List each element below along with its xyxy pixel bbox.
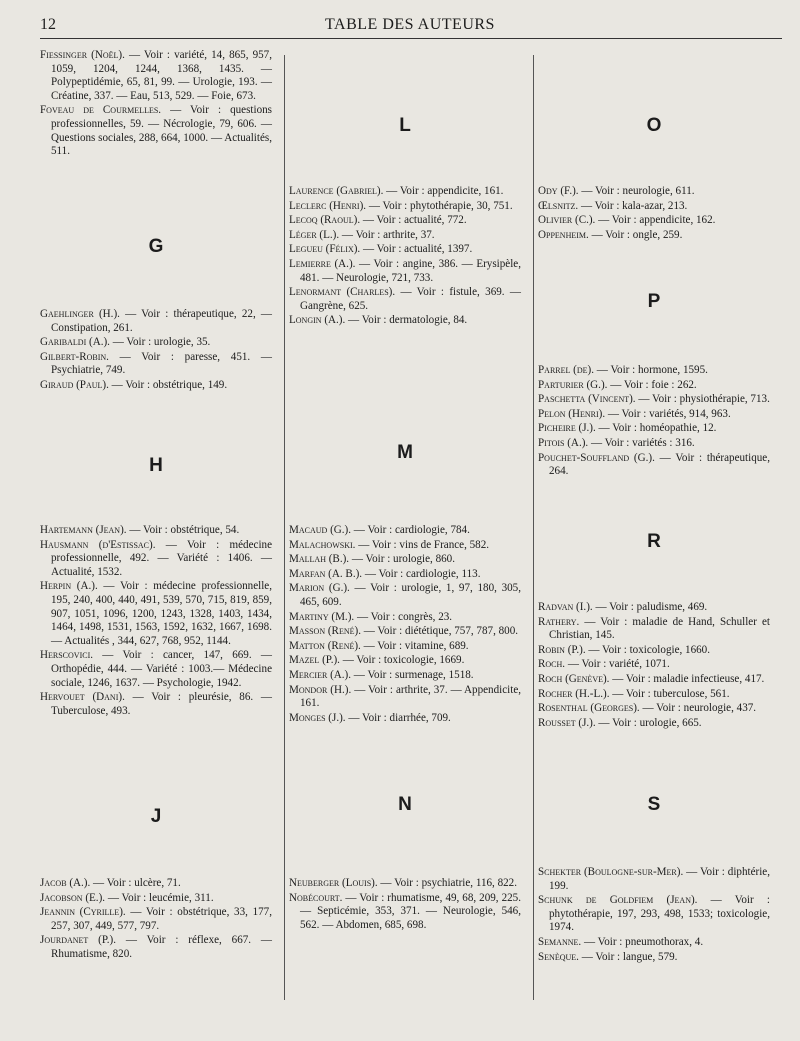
index-entry: Roch (Genève). — Voir : maladie infectieuse, 417. [538, 672, 765, 685]
section-letter-O: O [646, 115, 662, 136]
index-entry: Martiny (M.). — Voir : congrès, 23. [289, 610, 453, 623]
index-entry: Malachowski. — Voir : vins de France, 582. [289, 538, 490, 551]
index-entry: Mercier (A.). — Voir : surmenage, 1518. [289, 668, 474, 681]
section-letter-L: L [399, 115, 411, 136]
index-entry: Rathery. — Voir : maladie de Hand, Schuller et Christian, 145. [538, 615, 770, 642]
section-O [538, 185, 770, 243]
index-entry: Lenormant (Charles). — Voir : fistule, 369. — Gangrène, 625. [289, 286, 522, 312]
index-entry: Neuberger (Louis). — Voir : psychiatrie, 116, 822. [289, 877, 518, 889]
index-entry: Gilbert-Robin. — Voir : paresse, 451. — Psychiatrie, 749. [40, 350, 272, 377]
section-G [40, 308, 272, 394]
section-letter-R: R [647, 531, 661, 552]
index-entry: Mondor (H.). — Voir : arthrite, 37. — Appendicite, 161. [289, 683, 522, 710]
index-entry: Mazel (P.). — Voir : toxicologie, 1669. [289, 654, 465, 667]
index-entry: Mallah (B.). — Voir : urologie, 860. [289, 553, 455, 566]
index-entry: Gaehlinger (H.). — Voir : thérapeutique, 22, — Constipation, 261. [40, 308, 272, 334]
section-letter-J: J [150, 806, 162, 827]
index-entry: Fiessinger (Noël). — Voir : variété, 14, 865, 957, 1059, 1204, 1244, 1368, 1435. — Polypeptidémie, 65, 81, 99. — Urologie, 193. — Créatine, 337. — Eau, 513, 529. — Foie, 673. [40, 49, 272, 102]
index-entry: Jeannin (Cyrille). — Voir : obstétrique, 33, 177, 257, 307, 449, 577, 797. [40, 906, 273, 932]
index-entry: Œlsnitz. — Voir : kala-azar, 213. [538, 199, 688, 212]
index-entry: Garibaldi (A.). — Voir : urologie, 35. [40, 336, 211, 349]
index-entry: Schunk de Goldfiem (Jean). — Voir : phytothérapie, 197, 293, 498, 1533; toxicologie, 1974. [538, 894, 771, 934]
section-F [40, 49, 272, 160]
index-entry: Legueu (Félix). — Voir : actualité, 1397. [289, 243, 473, 256]
index-entry: Monges (J.). — Voir : diarrhée, 709. [289, 711, 451, 724]
section-L [289, 185, 521, 329]
header-rule [40, 38, 782, 39]
index-entry: Paschetta (Vincent). — Voir : physiothérapie, 713. [538, 393, 770, 406]
index-entry: Foveau de Courmelles. — Voir : questions professionnelles, 59. — Nécrologie, 79, 606. — Questions sociales, 288, 664, 1000. — Actualités, 511. [40, 104, 272, 158]
index-entry: Parrel (de). — Voir : hormone, 1595. [538, 364, 708, 376]
index-entry: Herscovici. — Voir : cancer, 147, 669. — Orthopédie, 444. — Variété : 1003.— Médecine sociale, 1246, 1637. — Psychologie, 1942. [40, 649, 272, 689]
page-number: 12 [40, 16, 56, 33]
index-entry: Léger (L.). — Voir : arthrite, 37. [289, 228, 435, 241]
index-entry: Senèque. — Voir : langue, 579. [538, 950, 678, 963]
index-entry: Lecoq (Raoul). — Voir : actualité, 772. [289, 214, 467, 227]
column-2 [289, 40, 521, 1030]
index-entry: Leclerc (Henri). — Voir : phytothérapie, 30, 751. [289, 199, 513, 212]
index-entry: Picheire (J.). — Voir : homéopathie, 12. [538, 422, 717, 435]
index-entry: Rosenthal (Georges). — Voir : neurologie, 437. [538, 702, 757, 715]
index-entry: Oppenheim. — Voir : ongle, 259. [538, 228, 683, 241]
section-S [538, 866, 770, 965]
index-entry: Jacobson (E.). — Voir : leucémie, 311. [40, 891, 214, 904]
section-H [40, 524, 272, 719]
index-entry: Hartemann (Jean). — Voir : obstétrique, 54. [40, 524, 240, 536]
column-divider [284, 55, 285, 1000]
index-entry: Jacob (A.). — Voir : ulcère, 71. [40, 877, 181, 889]
section-letter-S: S [647, 794, 661, 815]
column-3 [538, 40, 770, 1030]
index-entry: Hervouet (Dani). — Voir : pleurésie, 86. — Tuberculose, 493. [40, 691, 272, 717]
index-entry: Schekter (Boulogne-sur-Mer). — Voir : diphtérie, 199. [538, 866, 770, 892]
section-J [40, 877, 272, 963]
section-letter-N: N [398, 794, 412, 815]
index-entry: Pouchet-Souffland (G.). — Voir : thérapeutique, 264. [538, 451, 770, 478]
index-entry: Longin (A.). — Voir : dermatologie, 84. [289, 314, 468, 327]
index-entry: Jourdanet (P.). — Voir : réflexe, 667. — Rhumatisme, 820. [40, 934, 272, 960]
index-entry: Hausmann (d'Estissac). — Voir : médecine professionnelle, 492. — Variété : 1406. — Actualité, 1532. [40, 538, 272, 578]
column-1 [40, 40, 272, 1030]
index-entry: Ody (F.). — Voir : neurologie, 611. [538, 185, 695, 197]
index-entry: Masson (René). — Voir : diététique, 757, 787, 800. [289, 625, 519, 638]
section-P [538, 364, 770, 480]
index-entry: Radvan (I.). — Voir : paludisme, 469. [538, 601, 708, 613]
running-title: TABLE DES AUTEURS [325, 16, 495, 33]
index-entry: Parturier (G.). — Voir : foie : 262. [538, 378, 697, 391]
index-entry: Marion (G.). — Voir : urologie, 1, 97, 180, 305, 465, 609. [289, 582, 522, 608]
section-letter-M: M [397, 442, 413, 463]
index-entry: Lemierre (A.). — Voir : angine, 386. — Erysipèle, 481. — Neurologie, 721, 733. [289, 257, 521, 284]
page-header [40, 16, 780, 40]
index-entry: Olivier (C.). — Voir : appendicite, 162. [538, 214, 716, 227]
index-entry: Semanne. — Voir : pneumothorax, 4. [538, 935, 704, 948]
index-entry: Laurence (Gabriel). — Voir : appendicite, 161. [289, 185, 504, 197]
index-entry: Rocher (H.-L.). — Voir : tuberculose, 561. [538, 687, 730, 700]
index-entry: Nobécourt. — Voir : rhumatisme, 49, 68, 209, 225. — Septicémie, 353, 371. — Neurologie, 546, 562. — Abdomen, 685, 698. [289, 891, 521, 931]
section-R [538, 601, 770, 731]
index-entry: Pelon (Henri). — Voir : variétés, 914, 963. [538, 407, 731, 420]
index-entry: Pitois (A.). — Voir : variétés : 316. [538, 436, 695, 449]
section-letter-P: P [647, 291, 661, 312]
index-entry: Marfan (A. B.). — Voir : cardiologie, 113. [289, 567, 481, 580]
index-entry: Robin (P.). — Voir : toxicologie, 1660. [538, 643, 711, 656]
index-entry: Herpin (A.). — Voir : médecine professionnelle, 195, 240, 400, 440, 491, 539, 570, 715, 819, 859, 907, 1051, 1096, 1200, 1243, 1328, 1403, 1434, 1464, 1498, 1531, 1563, 1592, 1632, 1667, 1698. — Actualités , 344, 627, 768, 952, 1144. [40, 580, 272, 647]
index-entry: Macaud (G.). — Voir : cardiologie, 784. [289, 524, 470, 536]
section-letter-G: G [148, 236, 164, 257]
section-N [289, 877, 521, 933]
section-letter-H: H [149, 455, 163, 476]
index-entry: Rousset (J.). — Voir : urologie, 665. [538, 716, 702, 729]
index-entry: Matton (René). — Voir : vitamine, 689. [289, 639, 469, 652]
index-entry: Roch. — Voir : variété, 1071. [538, 658, 670, 671]
index-entry: Giraud (Paul). — Voir : obstétrique, 149. [40, 378, 228, 391]
column-divider [533, 55, 534, 1000]
section-M [289, 524, 521, 726]
